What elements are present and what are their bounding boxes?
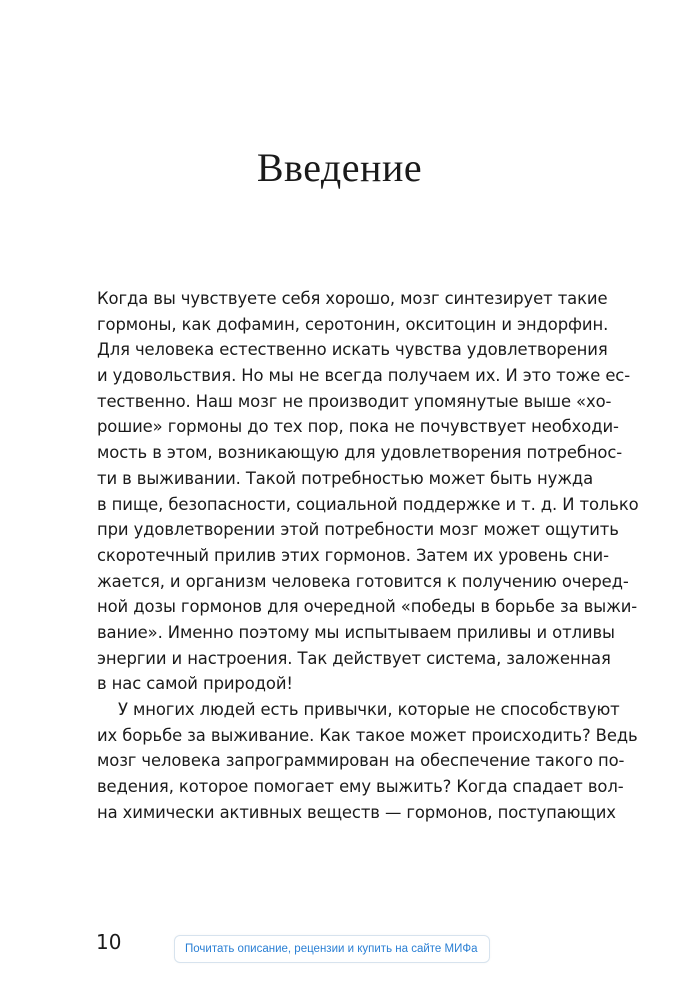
text-line: в пище, безопасности, социальной поддержке и т. д. И только: [97, 494, 639, 514]
text-line: скоротечный прилив этих гормонов. Затем их уровень сни-: [97, 545, 609, 565]
text-line: Когда вы чувствуете себя хорошо, мозг синтезирует такие: [97, 289, 608, 308]
text-line: мость в этом, возникающую для удовлетворения потребнос-: [97, 443, 623, 463]
text-line: ти в выживании. Такой потребностью может быть нужда: [97, 468, 594, 488]
text-line: их борьбе за выживание. Как такое может происходить? Ведь: [97, 725, 638, 745]
text-line: на химически активных веществ — гормонов, поступающих: [97, 802, 616, 822]
text-line: У многих людей есть привычки, которые не способствуют: [118, 700, 620, 719]
text-line: в нас самой природой!: [97, 674, 293, 694]
text-line: Для человека естественно искать чувства удовлетворения: [97, 340, 608, 360]
text-line: ведения, которое помогает ему выжить? Когда спадает вол-: [97, 777, 624, 797]
text-line: рошие» гормоны до тех пор, пока не почувствует необходи-: [97, 417, 619, 437]
text-line: жается, и организм человека готовится к получению очеред-: [97, 571, 629, 591]
text-line: при удовлетворении этой потребности мозг может ощутить: [97, 520, 619, 540]
page-number: 10: [96, 930, 122, 954]
text-line: вание». Именно поэтому мы испытываем приливы и отливы: [97, 622, 615, 642]
text-line: гормоны, как дофамин, серотонин, окситоцин и эндорфин.: [97, 314, 609, 334]
text-line: мозг человека запрограммирован на обеспечение такого по-: [97, 751, 625, 771]
chapter-title: Введение: [256, 145, 423, 190]
text-line: и удовольствия. Но мы не всегда получаем их. И это тоже ес-: [97, 366, 631, 386]
text-line: тественно. Наш мозг не производит упомянутые выше «хо-: [97, 391, 612, 411]
shop-link-button[interactable]: Почитать описание, рецензии и купить на сайте МИФа: [174, 935, 490, 963]
text-line: энергии и настроения. Так действует система, заложенная: [97, 648, 611, 668]
text-line: ной дозы гормонов для очередной «победы в борьбе за выжи-: [97, 597, 638, 617]
body-text: [97, 286, 639, 825]
